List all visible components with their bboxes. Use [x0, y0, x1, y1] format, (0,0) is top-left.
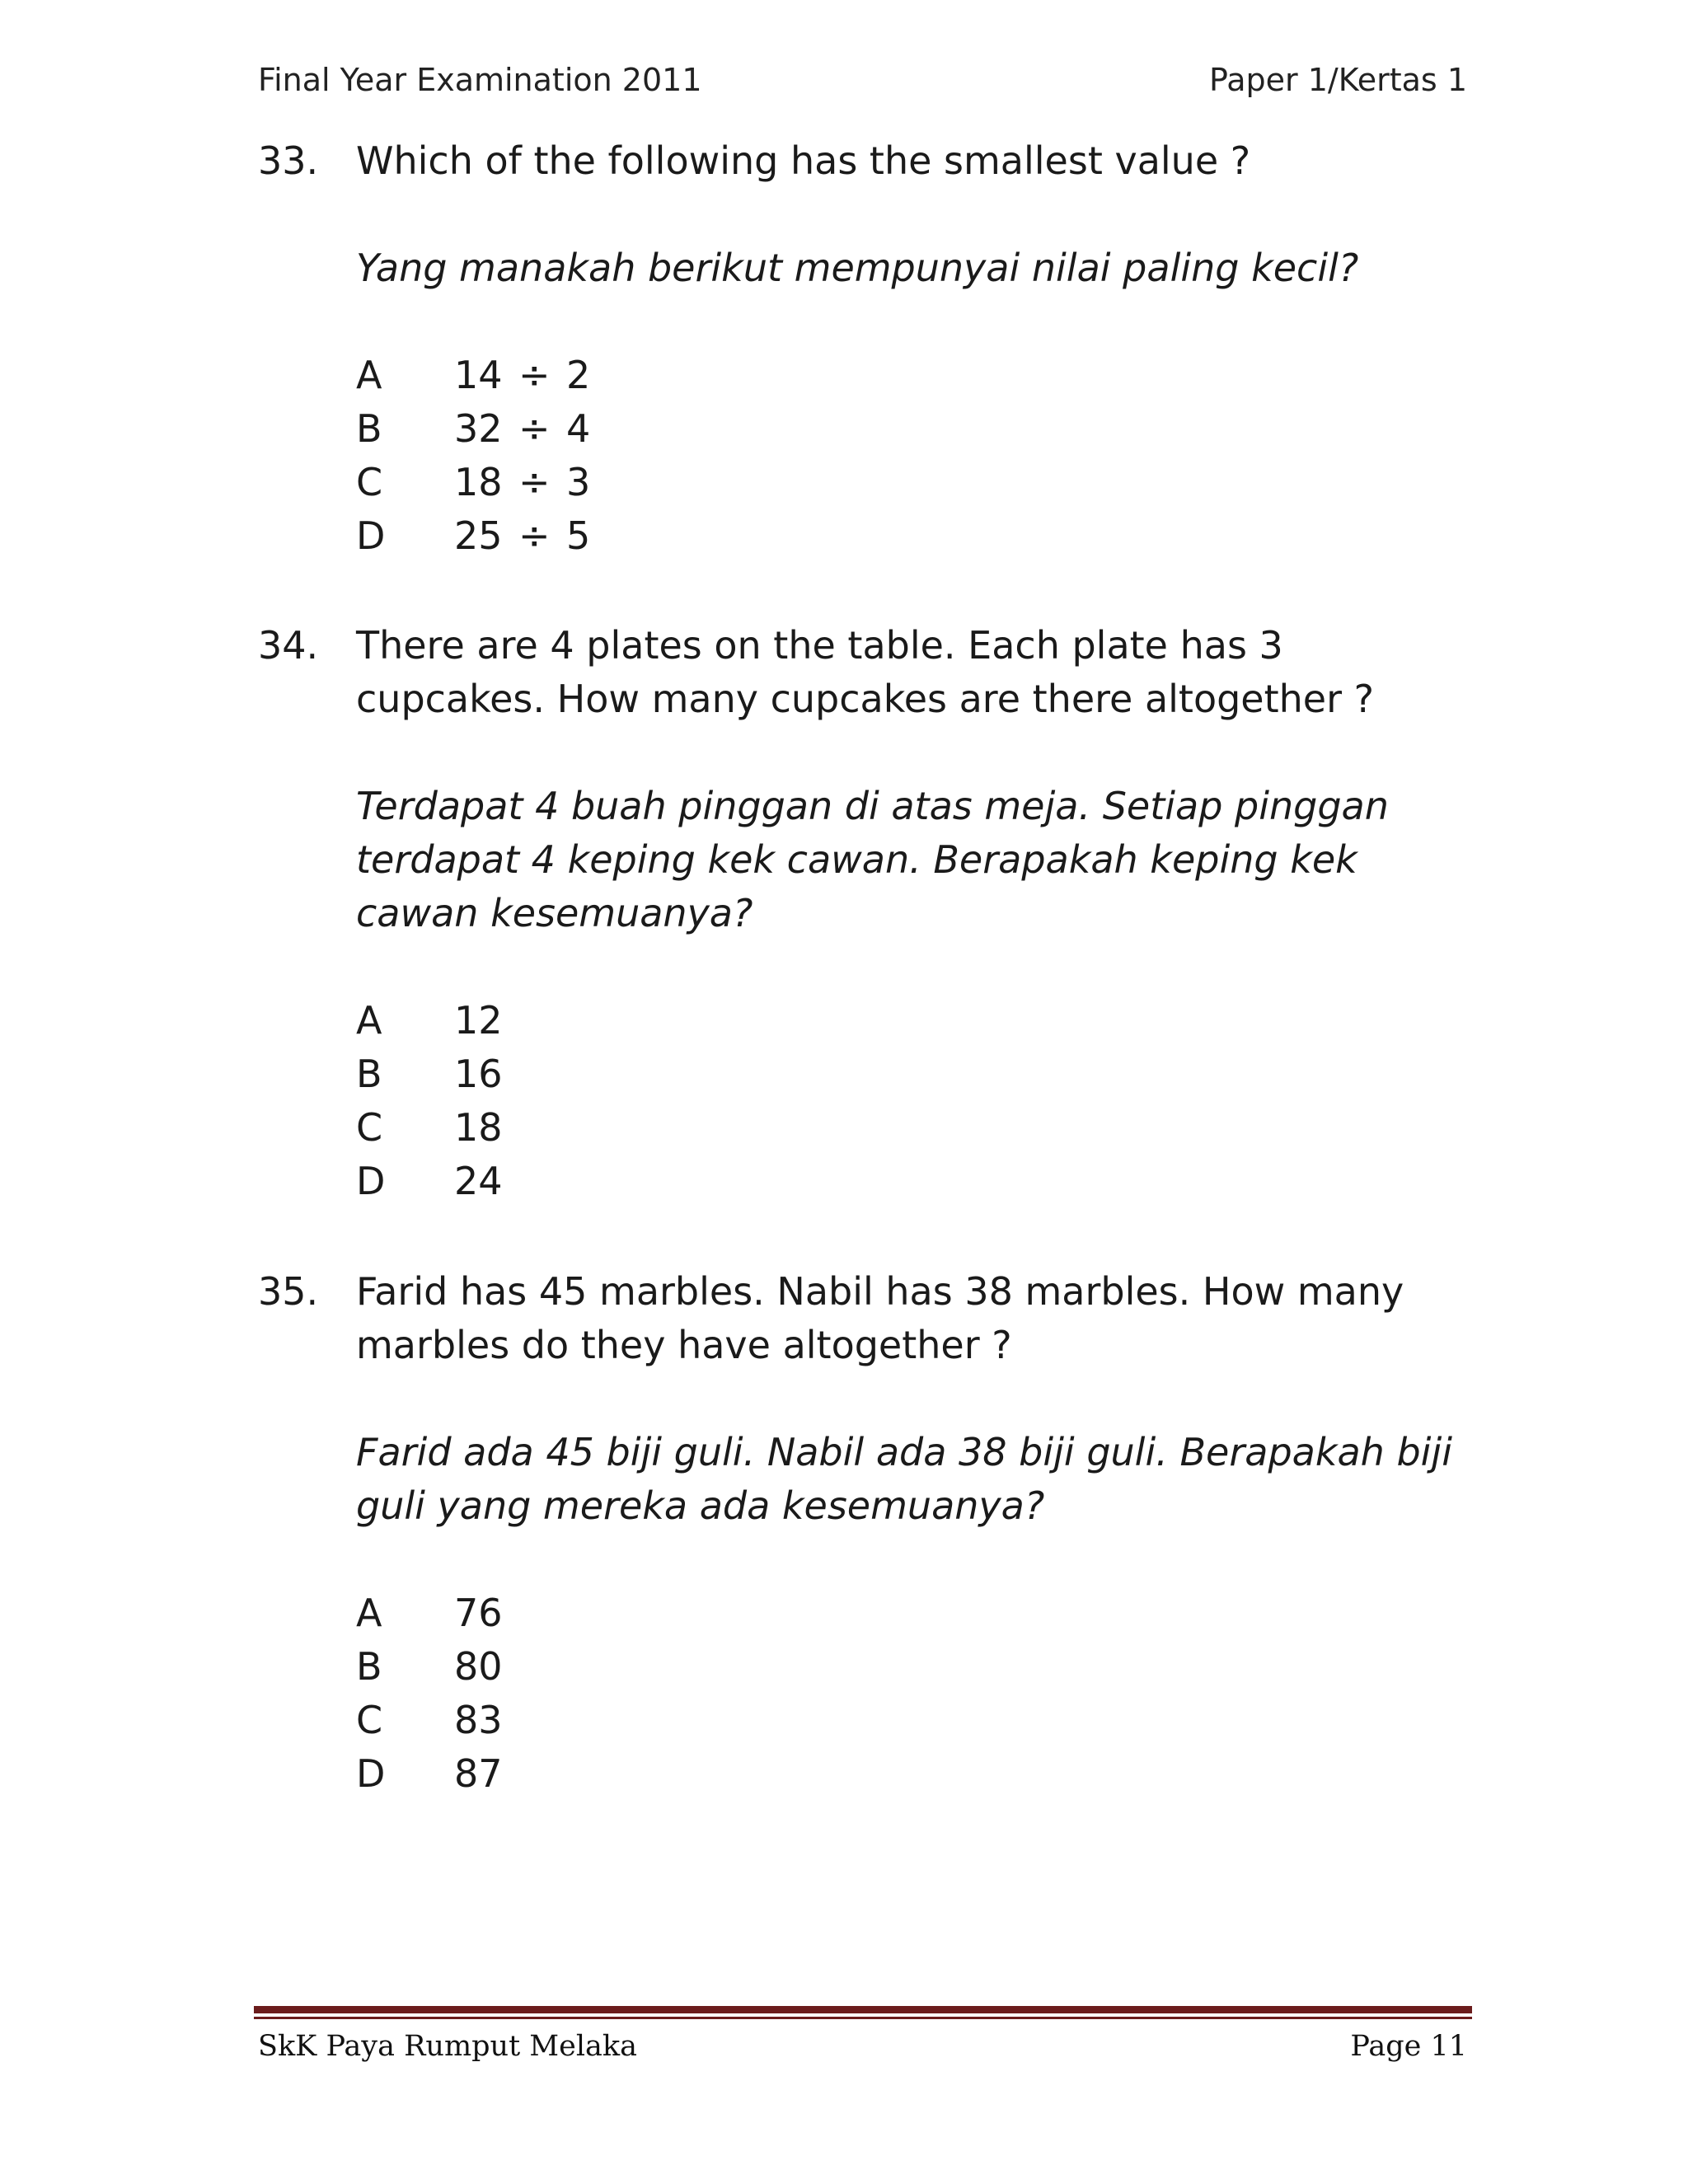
option-d — [356, 509, 1478, 563]
divide-sign: ÷ — [518, 513, 551, 558]
question-33 — [258, 134, 1478, 563]
footer-rule-thin — [254, 2017, 1472, 2019]
paper-label: Paper 1/Kertas 1 — [1209, 62, 1467, 98]
option-b — [356, 402, 1478, 456]
option-c — [356, 1101, 1478, 1155]
dividend: 18 — [454, 460, 503, 504]
option-letter: A — [356, 1591, 382, 1635]
option-value: 76 — [454, 1591, 503, 1635]
question-text-ms: Farid ada 45 biji guli. Nabil ada 38 biji guli. Berapakah biji guli yang mereka ada kesemuanya? — [356, 1430, 1452, 1528]
option-b — [356, 1047, 1478, 1101]
question-text-en: Farid has 45 marbles. Nabil has 38 marbles. How many marbles do they have altogether ? — [356, 1269, 1404, 1367]
option-c — [356, 456, 1478, 509]
dividend: 32 — [454, 406, 503, 451]
question-text-en: There are 4 plates on the table. Each plate has 3 cupcakes. How many cupcakes are there altogether ? — [356, 623, 1375, 721]
divisor: 3 — [566, 460, 591, 504]
option-letter: B — [356, 406, 382, 451]
page-number: Page 11 — [1350, 2030, 1467, 2063]
dividend: 14 — [454, 353, 503, 397]
option-d — [356, 1747, 1478, 1801]
page-footer — [258, 2026, 1467, 2067]
option-letter: A — [356, 353, 382, 397]
option-value: 18 — [454, 1105, 503, 1150]
option-value: 87 — [454, 1751, 503, 1796]
divisor: 2 — [566, 353, 591, 397]
options-list — [356, 994, 1478, 1208]
divisor: 5 — [566, 513, 591, 558]
question-number: 34. — [258, 623, 319, 668]
option-value: 80 — [454, 1644, 503, 1689]
option-letter: B — [356, 1052, 382, 1096]
divide-sign: ÷ — [518, 406, 551, 451]
footer-rule — [254, 2006, 1472, 2022]
divide-sign: ÷ — [518, 460, 551, 504]
question-number: 33. — [258, 138, 319, 183]
option-value: 12 — [454, 998, 503, 1043]
option-letter: A — [356, 998, 382, 1043]
option-c — [356, 1694, 1478, 1747]
question-text-ms: Yang manakah berikut mempunyai nilai paling kecil? — [356, 246, 1359, 290]
question-number: 35. — [258, 1269, 319, 1314]
option-a — [356, 349, 1478, 402]
option-letter: C — [356, 1105, 383, 1150]
options-list — [356, 349, 1478, 563]
exam-title: Final Year Examination 2011 — [258, 62, 702, 98]
option-letter: B — [356, 1644, 382, 1689]
option-a — [356, 1586, 1478, 1640]
options-list — [356, 1586, 1478, 1801]
question-34 — [258, 619, 1478, 1208]
option-letter: D — [356, 1751, 386, 1796]
option-value: 16 — [454, 1052, 503, 1096]
option-b — [356, 1640, 1478, 1694]
option-letter: C — [356, 460, 383, 504]
option-d — [356, 1155, 1478, 1208]
option-letter: D — [356, 513, 386, 558]
option-value: 24 — [454, 1159, 503, 1203]
divide-sign: ÷ — [518, 353, 551, 397]
question-35 — [258, 1265, 1478, 1801]
option-a — [356, 994, 1478, 1047]
page-header — [258, 59, 1467, 101]
divisor: 4 — [566, 406, 591, 451]
dividend: 25 — [454, 513, 503, 558]
option-value: 83 — [454, 1698, 503, 1742]
school-name: SkK Paya Rumput Melaka — [258, 2030, 637, 2063]
option-letter: C — [356, 1698, 383, 1742]
question-text-en: Which of the following has the smallest value ? — [356, 138, 1251, 183]
footer-rule-thick — [254, 2006, 1472, 2013]
question-text-ms: Terdapat 4 buah pinggan di atas meja. Setiap pinggan terdapat 4 keping kek cawan. Berapakah keping kek cawan kesemuanya? — [356, 784, 1389, 935]
option-letter: D — [356, 1159, 386, 1203]
